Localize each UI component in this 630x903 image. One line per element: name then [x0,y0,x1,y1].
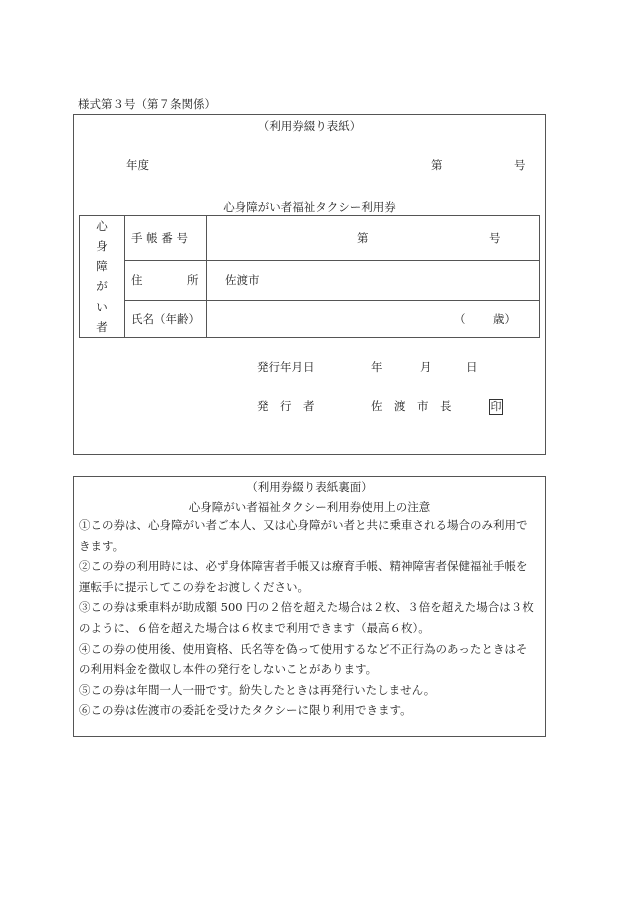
fiscal-year-label: 年度 [126,158,149,172]
address-label-cell [125,261,207,300]
side-label-cell [80,216,125,338]
note-line: ③この券は乗車料が助成額 500 円の２倍を超えた場合は２枚、３倍を超えた場合は３枚 [79,600,534,615]
note-line: きます。 [79,538,125,553]
note-line: ⑥この券は佐渡市の委託を受けたタクシーに限り利用できます。 [79,703,412,718]
note-line: の利用料金を徴収し本件の発行をしないことがあります。 [79,662,378,677]
name-row [80,300,540,337]
name-age-field[interactable] [207,300,540,337]
side-char: 者 [96,319,108,334]
form-label: 様式第３号（第７条関係） [78,97,216,111]
techo-row [80,216,540,261]
side-char: 身 [96,239,108,254]
issuer-value: 佐 渡 市 長 [371,399,452,413]
techo-number-field[interactable] [207,216,540,261]
issue-year: 年 [371,360,383,374]
note-line: ①この券は、心身障がい者ご本人、又は心身障がい者と共に乗車される場合のみ利用で [79,518,528,532]
note-line: ④この券の使用後、使用資格、氏名等を偽って使用するなど不正行為のあったときはそ [79,641,528,656]
issue-day: 日 [466,360,478,374]
name-age-label: 氏名（年齢） [125,300,207,337]
address-value: 佐渡市 [225,273,260,288]
address-label-left: 住 [131,273,143,288]
techo-number-label: 手 帳 番 号 [125,216,207,261]
age-open-paren: （ [454,311,466,326]
address-label-right: 所 [187,273,199,288]
usage-notes [79,515,544,721]
front-title: 心身障がい者福祉タクシー利用券 [223,200,396,214]
age-close-paren: 歳） [493,311,516,326]
seal-mark: 印 [490,400,502,413]
cover-front-panel [73,114,546,455]
techo-number-suffix: 号 [489,231,501,245]
address-field[interactable] [207,261,540,300]
note-line: のように、６倍を超えた場合は６枚まで利用できます（最高６枚）。 [79,620,430,635]
issuer-label: 発 行 者 [257,399,315,413]
side-char: が [96,279,108,294]
side-char: い [96,299,108,314]
note-line: 運転手に提示してこの券をお渡しください。 [79,579,309,594]
issue-date-label: 発行年月日 [257,360,315,374]
side-char: 障 [96,259,108,274]
note-line: ⑤この券は年間一人一冊です。紛失したときは再発行いたしません。 [79,682,436,697]
cover-back-panel [73,476,546,737]
side-char: 心 [96,219,108,233]
booklet-number-prefix: 第 [431,158,443,172]
issue-month: 月 [420,360,432,374]
booklet-number-suffix: 号 [514,158,526,172]
address-row [80,261,540,300]
back-header: （利用券綴り表紙裏面） [246,480,373,494]
note-line: ②この券の利用時には、必ず身体障害者手帳又は療育手帳、精神障害者保健福祉手帳を [79,559,528,574]
front-header: （利用券綴り表紙） [257,119,362,133]
holder-info-table [79,215,540,338]
techo-number-prefix: 第 [357,231,369,245]
back-title: 心身障がい者福祉タクシー利用券使用上の注意 [188,500,431,514]
